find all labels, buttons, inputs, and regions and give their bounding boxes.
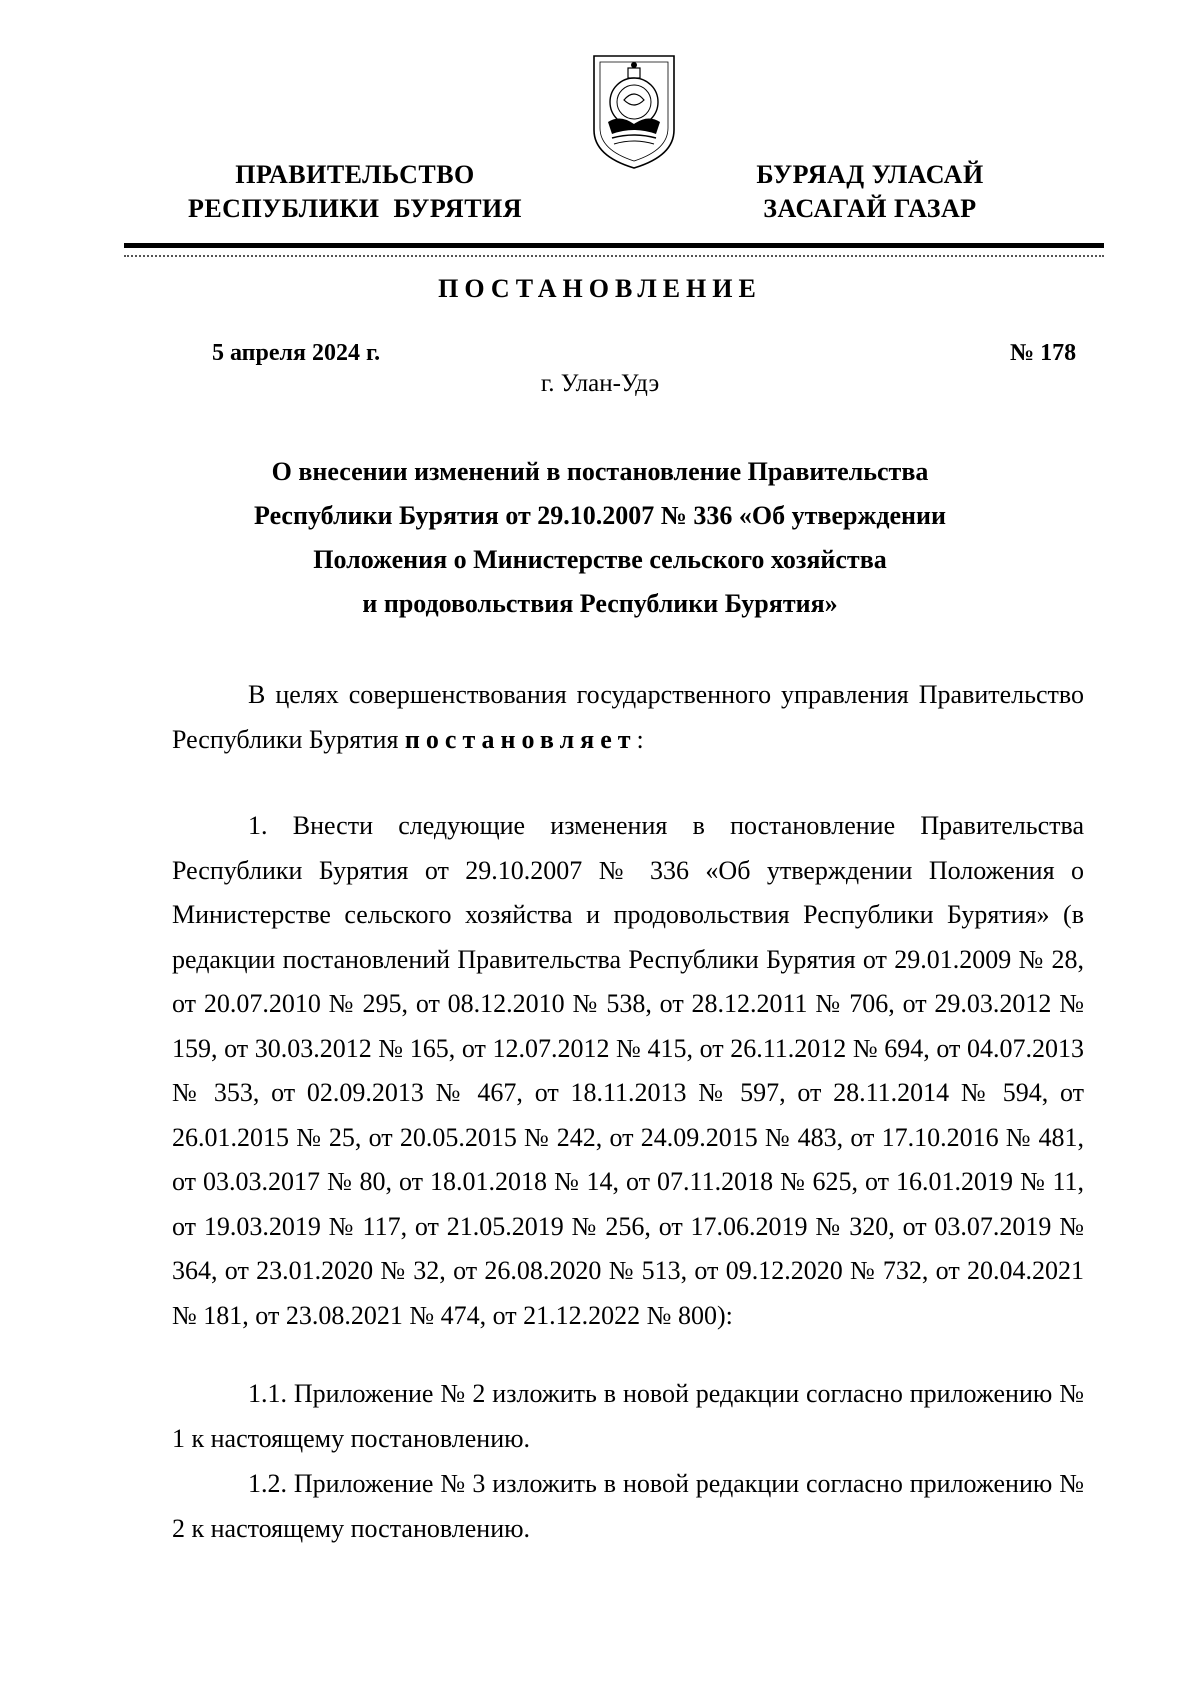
org-line: ПРАВИТЕЛЬСТВО xyxy=(235,160,475,189)
org-line: РЕСПУБЛИКИ БУРЯТИЯ xyxy=(187,194,523,223)
document-type: ПОСТАНОВЛЕНИЕ xyxy=(438,274,762,303)
header-divider xyxy=(124,243,1104,248)
document-city: г. Улан-Удэ xyxy=(540,370,660,397)
title-line: Положения о Министерстве сельского хозяйства xyxy=(313,545,887,574)
item-1-1-paragraph: 1.1. Приложение № 2 изложить в новой редакции согласно приложению № 1 к настоящему постановлению. xyxy=(172,1379,1084,1453)
title-line: Республики Бурятия от 29.10.2007 № 336 «Об утверждении xyxy=(254,501,946,530)
coat-of-arms-icon xyxy=(590,52,678,172)
document-title xyxy=(200,450,1000,626)
title-line: О внесении изменений в постановление Правительства xyxy=(271,457,929,486)
document-number: № 178 xyxy=(1010,340,1077,366)
organization-name-russian xyxy=(150,158,560,226)
preamble-text: В целях совершенствования государственного управления Правительство Республики Бурятия xyxy=(172,680,1084,754)
header-divider-dotted xyxy=(124,255,1104,257)
org-line: БУРЯАД УЛАСАЙ xyxy=(756,160,984,189)
org-line: ЗАСАГАЙ ГАЗАР xyxy=(763,194,977,223)
preamble-paragraph xyxy=(172,673,1084,762)
preamble-end: : xyxy=(636,724,644,754)
organization-name-buryat xyxy=(720,158,1020,226)
item-1-2-paragraph: 1.2. Приложение № 3 изложить в новой редакции согласно приложению № 2 к настоящему постановлению. xyxy=(172,1469,1084,1543)
preamble-keyword: постановляет xyxy=(404,724,637,754)
item-1-paragraph: 1. Внести следующие изменения в постановление Правительства Республики Бурятия от 29.10.2007 № 336 «Об утверждении Положения о Министерстве сельского хозяйства и продовольствия Республики Бурятия» (в редакции постановлений Правительства Республики Бурятия от 29.01.2009 № 28, от 20.07.2010 № 295, от 08.12.2010 № 538, от 28.12.2011 № 706, от 29.03.2012 № 159, от 30.03.2012 № 165, от 12.07.2012 № 415, от 26.11.2012 № 694, от 04.07.2013 № 353, от 02.09.2013 № 467, от 18.11.2013 № 597, от 28.11.2014 № 594, от 26.01.2015 № 25, от 20.05.2015 № 242, от 24.09.2015 № 483, от 17.10.2016 № 481, от 03.03.2017 № 80, от 18.01.2018 № 14, от 07.11.2018 № 625, от 16.01.2019 № 11, от 19.03.2019 № 117, от 21.05.2019 № 256, от 17.06.2019 № 320, от 03.07.2019 № 364, от 23.01.2020 № 32, от 26.08.2020 № 513, от 09.12.2020 № 732, от 20.04.2021 № 181, от 23.08.2021 № 474, от 21.12.2022 № 800): xyxy=(172,811,1084,1330)
title-line: и продовольствия Республики Бурятия» xyxy=(362,589,838,618)
document-date: 5 апреля 2024 г. xyxy=(212,340,381,366)
